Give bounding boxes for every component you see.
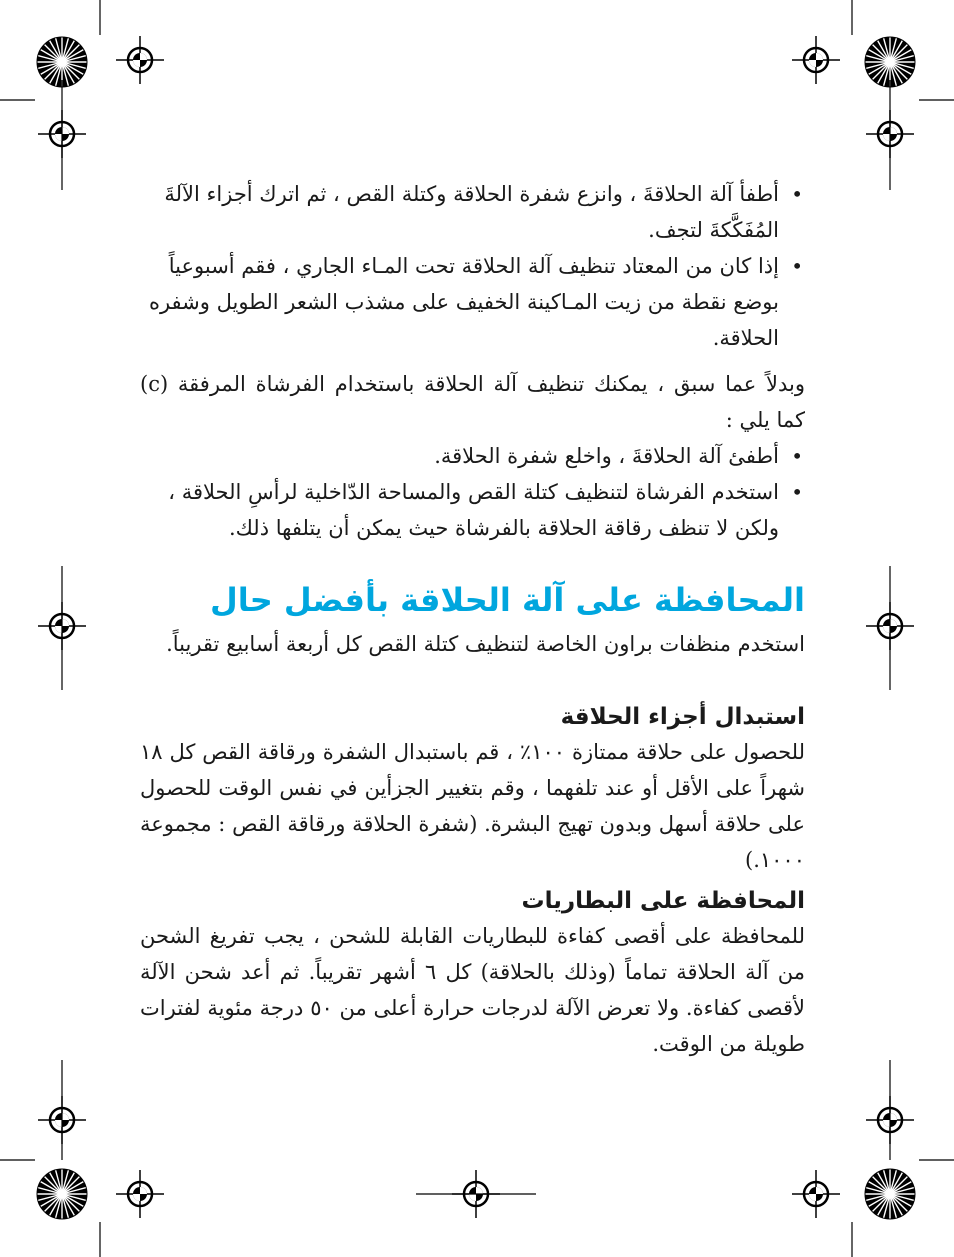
list-item: • استخدم الفرشاة لتنظيف كتلة القص والمساحة الدّاخلية لرأسِ الحلاقة ، ولكن لا تنظف رقاقة الحلاقة بالفرشاة حيث يمكن أن يتلفها ذلك. xyxy=(140,474,805,546)
subsection-title: استبدال أجزاء الحلاقة xyxy=(560,704,805,730)
section-title: المحافظة على آلة الحلاقة بأفضل حال xyxy=(209,581,805,619)
registration-mark-icon xyxy=(792,36,840,84)
cleaning-steps-list xyxy=(140,176,805,356)
maintenance-text: استخدم منظفات براون الخاصة لتنظيف كتلة القص كل أربعة أسابيع تقريباً. xyxy=(166,632,805,656)
batteries-text: للمحافظة على أقصى كفاءة للبطاريات القابلة للشحن ، يجب تفريغ الشحن من آلة الحلاقة تماماً (وذلك بالحلاقة) كل ٦ أشهر تقريباً. ثم أعد شحن الآلة لأقصى كفاءة. ولا تعرض الآلة لدرجات حرارة أعلى من ٥٠ درجة مئوية لفترات طويلة من الوقت. xyxy=(140,924,805,1056)
registration-mark-icon xyxy=(792,1170,840,1218)
replacement-text: للحصول على حلاقة ممتازة ١٠٠٪ ، قم باستبدال الشفرة ورقاقة القص كل ١٨ شهراً على الأقل أو عند تلفهما ، وقم بتغيير الجزأين في نفس الوقت للحصول على حلاقة أسهل وبدون تهيج البشرة. (شفرة الحلاقة ورقاقة القص : مجموعة ١٠٠٠.) xyxy=(140,740,805,872)
replacement-section xyxy=(140,700,805,878)
star-target-icon xyxy=(37,1169,87,1219)
list-item: • أطفأ آلة الحلاقةَ ، وانزع شفرة الحلاقة وكتلة القص ، ثم اترك أجزاء الآلةَ المُفَكَّكةَ لتجف. xyxy=(140,176,805,248)
brush-intro-text: وبدلاً عما سبق ، يمكنك تنظيف آلة الحلاقة باستخدام الفرشاة المرفقة (c) كما يلي : xyxy=(140,372,805,432)
cleaning-section xyxy=(140,176,805,356)
registration-mark-icon xyxy=(116,1170,164,1218)
list-item: • إذا كان من المعتاد تنظيف آلة الحلاقة تحت المـاء الجاري ، فقم أسبوعياً بوضع نقطة من زيت المـاكينة الخفيف على مشذب الشعر الطويل وشفره الحلاقة. xyxy=(140,248,805,356)
registration-mark-icon xyxy=(116,36,164,84)
subsection-title: المحافظة على البطاريات xyxy=(521,888,805,914)
star-target-icon xyxy=(865,37,915,87)
maintenance-section xyxy=(140,578,805,662)
brush-cleaning-section xyxy=(140,366,805,546)
star-target-icon xyxy=(37,37,87,87)
list-item: • أطفئ آلة الحلاقةَ ، واخلع شفرة الحلاقة. xyxy=(140,438,805,474)
batteries-section xyxy=(140,884,805,1062)
star-target-icon xyxy=(865,1169,915,1219)
brush-steps-list xyxy=(140,438,805,546)
